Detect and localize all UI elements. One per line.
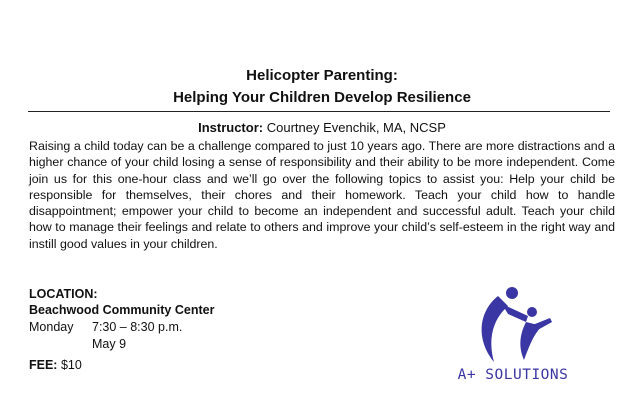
location-venue: Beachwood Community Center: [29, 303, 215, 317]
instructor-name: Courtney Evenchik, MA, NCSP: [266, 120, 446, 135]
two-figures-logo-icon: [468, 282, 558, 367]
fee-amount: $10: [60, 358, 82, 372]
instructor-line: [0, 119, 644, 137]
session-time: 7:30 – 8:30 p.m.: [92, 320, 183, 334]
session-day: Monday: [29, 320, 74, 334]
fee-line: [29, 357, 82, 373]
course-title: Helicopter Parenting:: [246, 67, 398, 84]
logo-wordmark: A+ SOLUTIONS: [457, 367, 569, 383]
instructor-label: Instructor:: [198, 120, 264, 135]
location-heading: LOCATION:: [29, 287, 98, 301]
course-subtitle: Helping Your Children Develop Resilience: [173, 89, 471, 106]
session-date: May 9: [92, 337, 127, 351]
fee-label: FEE:: [29, 358, 58, 372]
course-description: Raising a child today can be a challenge compared to just 10 years ago. There are more distractions and a higher chance of your child losing a sense of responsibility and their ability to be more independent. Come join us for this one-hour class and we’ll go over the following topics to assist you: Help your child be responsible for themselves, their chores and their homework. Teach your child how to handle disappointment; empower your child to become an independent and successful adult. Teach your child how to manage their feelings and relate to others and improve your child’s self-esteem in the right way and instill good values in your children.: [29, 139, 615, 251]
title-divider: [28, 111, 610, 112]
